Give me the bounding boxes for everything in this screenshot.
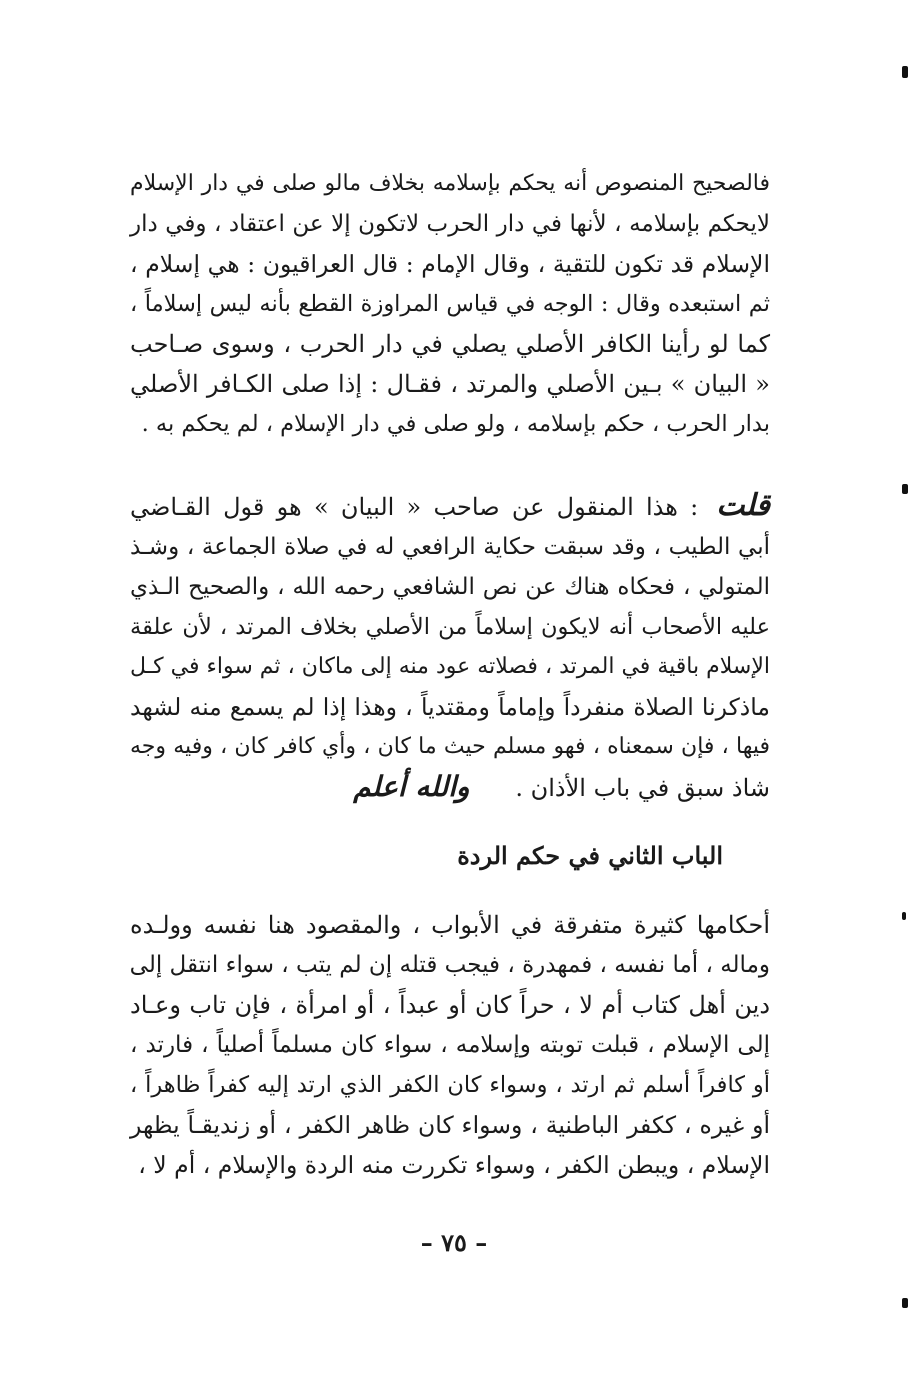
text-line: الإسلام ، ويبطن الكفر ، وسواء تكررت منه الردة والإسلام ، أم لا ،	[138, 1151, 770, 1179]
text-line: فالصحيح المنصوص أنه يحكم بإسلامه بخلاف مالو صلى في دار الإسلام	[130, 171, 770, 196]
paragraph-2	[130, 486, 770, 808]
text-line: أبي الطيب ، وقد سبقت حكاية الرافعي له في صلاة الجماعة ، وشـذ	[130, 534, 770, 560]
text-line-closing	[130, 767, 770, 808]
text-line: شاذ سبق في باب الأذان .	[515, 774, 770, 802]
scan-edge-mark	[902, 66, 908, 78]
text-line: ماذكرنا الصلاة منفرداً وإماماً ومقتدياً ، وهذا إذا لم يسمع منه لشهد	[130, 693, 770, 721]
text-line: وماله ، أما نفسه ، فمهدرة ، فيجب قتله إن لم يتب ، سواء انتقل إلى	[129, 952, 770, 978]
text-line: المتولي ، فحكاه هناك عن نص الشافعي رحمه الله ، والصحيح الـذي	[130, 574, 770, 600]
text-line: لايحكم بإسلامه ، لأنها في دار الحرب لاتكون إلا عن اعتقاد ، وفي دار	[130, 211, 770, 237]
chapter-heading: الباب الثاني في حكم الردة	[457, 841, 723, 870]
text-line: الإسلام قد تكون للتقية ، وقال الإمام : قال العراقيون : هي إسلام ،	[130, 250, 770, 278]
text-line: بدار الحرب ، حكم بإسلامه ، ولو صلى في دار الإسلام ، لم يحكم به .	[141, 411, 770, 437]
closing-formula: والله أعلم	[353, 770, 470, 803]
text-line: فيها ، فإن سمعناه ، فهو مسلم حيث ما كان ، وأي كافر كان ، وفيه وجه	[130, 734, 770, 759]
text-line: : هذا المنقول عن صاحب « البيان » هو قول القـاضي	[130, 493, 699, 521]
paragraph-1	[130, 164, 770, 444]
text-line: أحكامها كثيرة متفرقة في الأبواب ، والمقصود هنا نفسه وولـده	[130, 911, 770, 939]
text-line: ثم استبعده وقال : الوجه في قياس المراوزة القطع بأنه ليس إسلاماً ،	[130, 291, 770, 317]
page-number: – ٧٥ –	[420, 1228, 488, 1257]
text-line-lead	[130, 486, 770, 527]
text-line: إلى الإسلام ، قبلت توبته وإسلامه ، سواء كان مسلماً أصلياً ، فارتد ،	[130, 1032, 770, 1058]
scan-edge-mark	[902, 484, 908, 494]
text-line: كما لو رأينا الكافر الأصلي يصلي في دار الحرب ، وسوى صـاحب	[130, 330, 770, 358]
scan-edge-mark	[902, 912, 906, 920]
text-line: دين أهل كتاب أم لا ، حراً كان أو عبداً ، أو امرأة ، فإن تاب وعـاد	[130, 991, 770, 1019]
paragraph-3	[130, 905, 770, 1185]
text-line: أو غيره ، ككفر الباطنية ، وسواء كان ظاهر الكفر ، أو زنديقـاً يظهر	[130, 1111, 770, 1139]
text-line: « البيان » بـين الأصلي والمرتد ، فقـال : إذا صلى الكـافر الأصلي	[130, 370, 770, 398]
text-line: أو كافراً أسلم ثم ارتد ، وسواء كان الكفر الذي ارتد إليه كفراً ظاهراً ،	[130, 1072, 770, 1098]
text-line: الإسلام باقية في المرتد ، فصلاته عود منه إلى ماكان ، ثم سواء في كـل	[130, 654, 770, 679]
qult-label: قلت	[716, 488, 770, 523]
scan-edge-mark	[902, 1298, 908, 1308]
text-line: عليه الأصحاب أنه لايكون إسلاماً من الأصلي بخلاف المرتد ، لأن علقة	[130, 614, 770, 640]
